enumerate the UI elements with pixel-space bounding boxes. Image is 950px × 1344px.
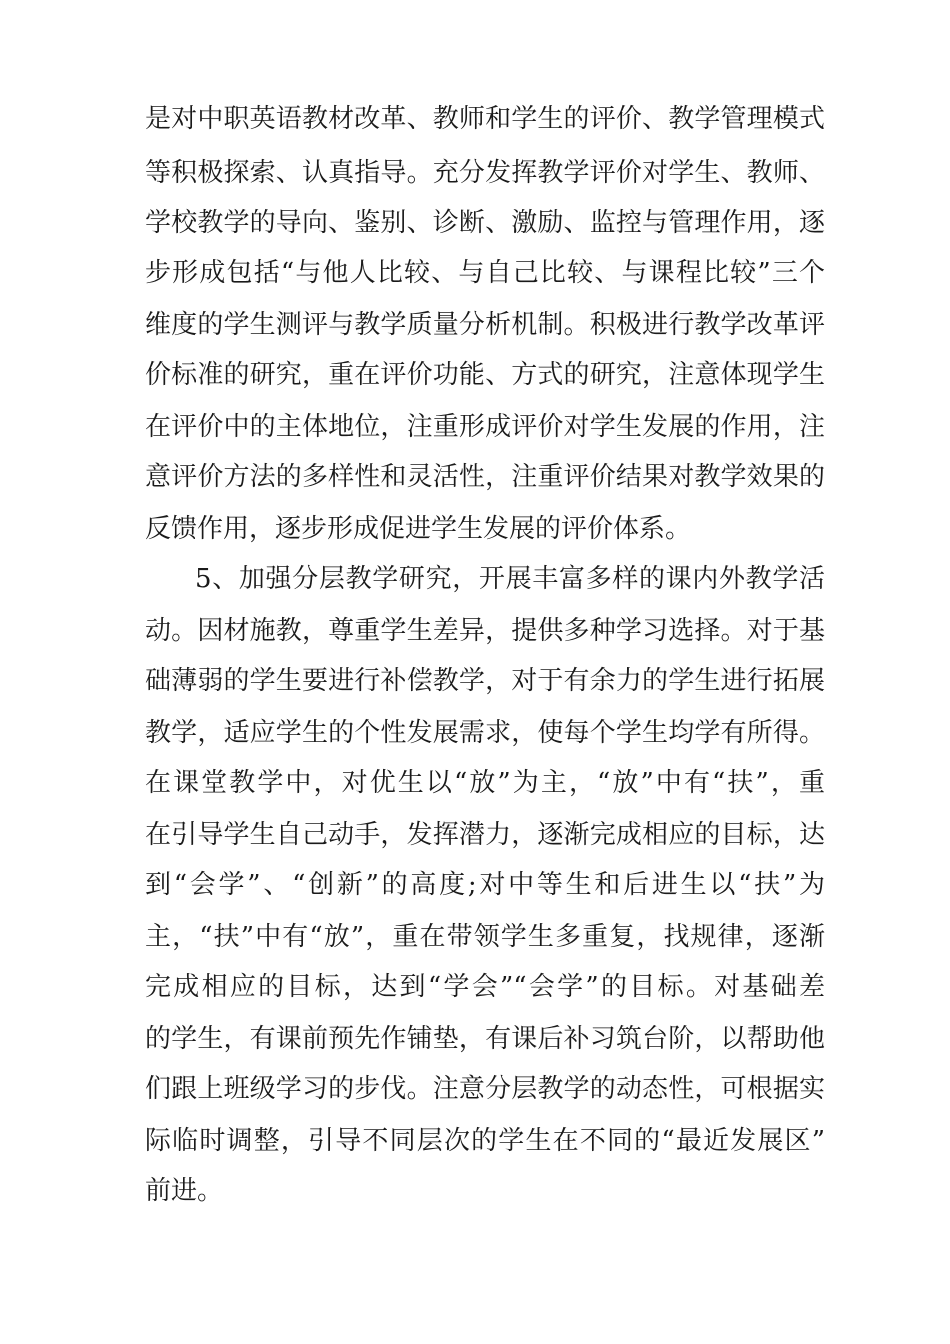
text-line: 5、加强分层教学研究，开展丰富多样的课内外教学活 (195, 564, 825, 594)
text-line: 教学，适应学生的个性发展需求，使每个学生均学有所得。 (145, 718, 825, 748)
text-line: 到“会学”、“创新”的高度;对中等生和后进生以“扶”为 (145, 870, 825, 900)
text-line: 主，“扶”中有“放”，重在带领学生多重复，找规律，逐渐 (145, 922, 825, 952)
text-line: 完成相应的目标，达到“学会”“会学”的目标。对基础差 (145, 972, 825, 1002)
text-line: 们跟上班级学习的步伐。注意分层教学的动态性，可根据实 (145, 1074, 825, 1104)
text-line: 前进。 (145, 1176, 224, 1206)
text-line: 在评价中的主体地位，注重形成评价对学生发展的作用，注 (145, 412, 825, 442)
text-line: 等积极探索、认真指导。充分发挥教学评价对学生、教师、 (145, 158, 825, 188)
text-line: 价标准的研究，重在评价功能、方式的研究，注意体现学生 (145, 360, 825, 390)
text-line: 是对中职英语教材改革、教师和学生的评价、教学管理模式 (145, 104, 825, 134)
text-line: 反馈作用，逐步形成促进学生发展的评价体系。 (145, 514, 692, 544)
text-line: 动。因材施教，尊重学生差异，提供多种学习选择。对于基 (145, 616, 825, 646)
text-line: 在引导学生自己动手，发挥潜力，逐渐完成相应的目标，达 (145, 820, 825, 850)
text-line: 在课堂教学中，对优生以“放”为主，“放”中有“扶”，重 (145, 768, 825, 798)
text-line: 际临时调整，引导不同层次的学生在不同的“最近发展区” (145, 1126, 825, 1156)
text-line: 维度的学生测评与教学质量分析机制。积极进行教学改革评 (145, 310, 825, 340)
text-line: 意评价方法的多样性和灵活性，注重评价结果对教学效果的 (145, 462, 825, 492)
text-line: 的学生，有课前预先作铺垫，有课后补习筑台阶，以帮助他 (145, 1024, 825, 1054)
text-line: 学校教学的导向、鉴别、诊断、激励、监控与管理作用，逐 (145, 208, 825, 238)
text-line: 步形成包括“与他人比较、与自己比较、与课程比较”三个 (145, 258, 825, 288)
text-line: 础薄弱的学生要进行补偿教学，对于有余力的学生进行拓展 (145, 666, 825, 696)
